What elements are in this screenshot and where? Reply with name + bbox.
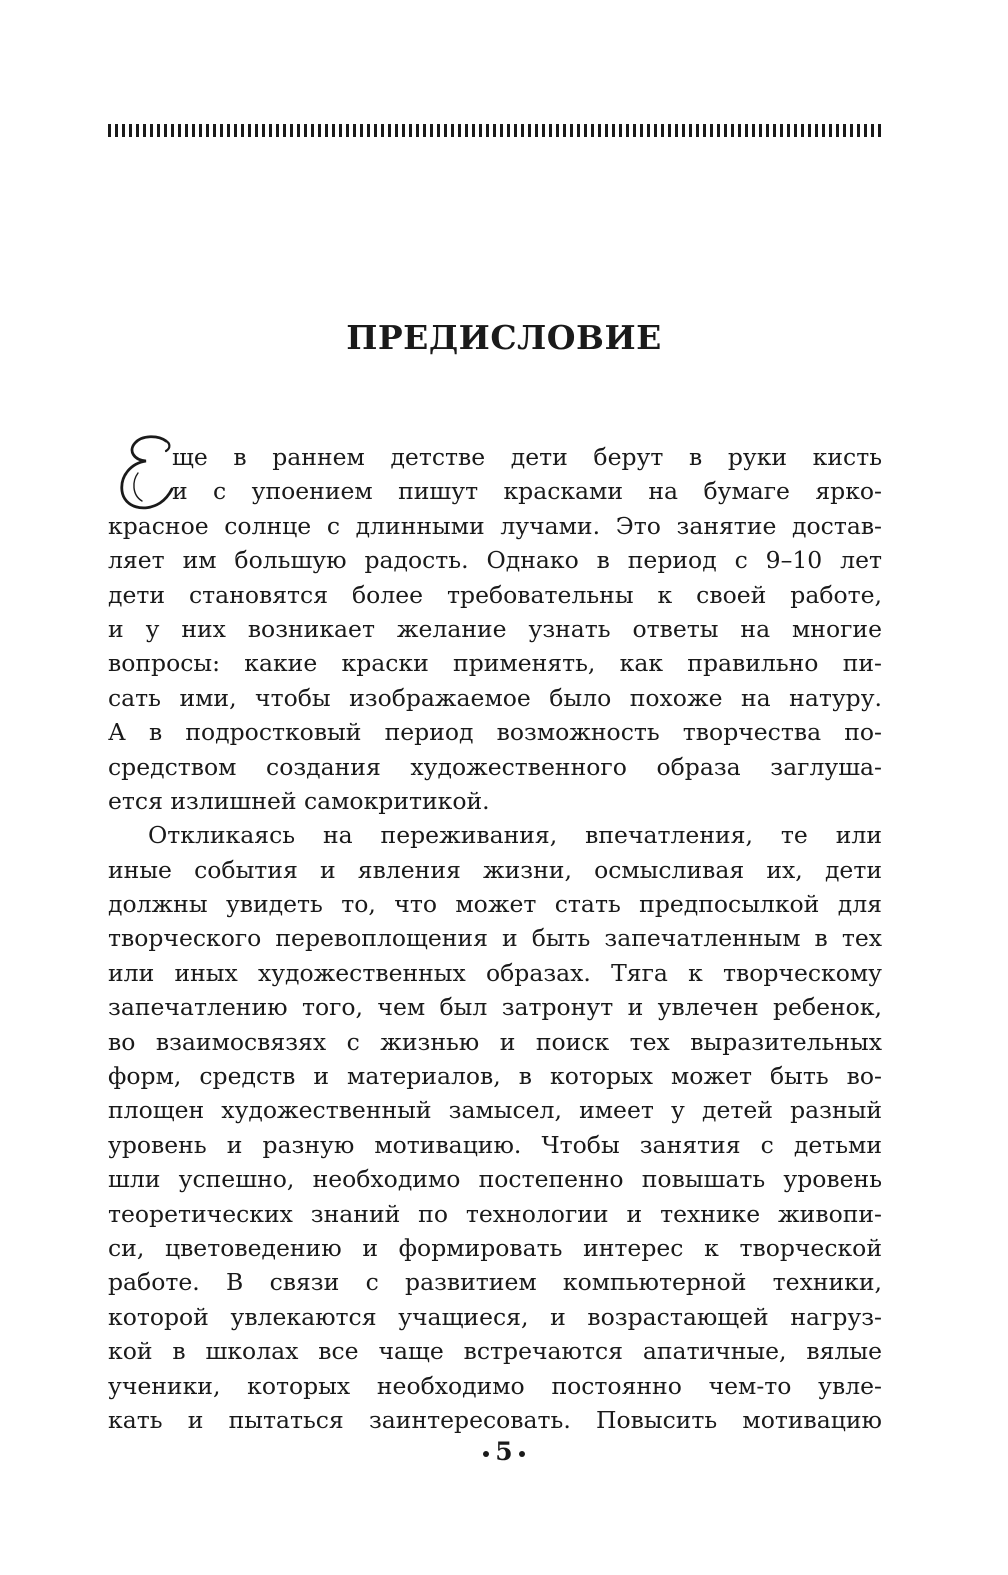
text-line: площен художественный замысел, имеет у детей разный: [108, 1096, 882, 1125]
text-line: работе. В связи с развитием компьютерной техники,: [108, 1268, 882, 1297]
text-line: кать и пытаться заинтересовать. Повысить мотивацию: [108, 1405, 882, 1434]
text-line: ется излишней самокритикой.: [108, 786, 490, 815]
text-line: уровень и разную мотивацию. Чтобы занятия с детьми: [108, 1130, 882, 1159]
text-line: ще в раннем детстве дети берут в руки кисть: [172, 443, 882, 471]
text-line: шли успешно, необходимо постепенно повышать уровень: [108, 1165, 882, 1194]
text-line: должны увидеть то, что может стать предпосылкой для: [108, 890, 882, 919]
body-text: [108, 440, 882, 1437]
text-line: Откликаясь на переживания, впечатления, те или: [148, 821, 882, 850]
text-line: форм, средств и материалов, в которых может быть во-: [108, 1062, 882, 1091]
text-line: красное солнце с длинными лучами. Это занятие достав-: [108, 511, 882, 540]
text-line: кой в школах все чаще встречаются апатичные, вялые: [108, 1337, 882, 1366]
text-line: средством создания художественного образа заглуша-: [108, 752, 882, 781]
text-line: дети становятся более требовательны к своей работе,: [108, 580, 882, 609]
text-line: которой увлекаются учащиеся, и возрастающей нагруз-: [108, 1302, 882, 1331]
text-line: А в подростковый период возможность творчества по-: [108, 718, 882, 747]
text-line: сать ими, чтобы изображаемое было похоже на натуру.: [108, 683, 882, 712]
text-line: теоретических знаний по технологии и технике живопи-: [108, 1199, 882, 1228]
text-line: вопросы: какие краски применять, как правильно пи-: [108, 649, 882, 678]
decorative-top-rule: [108, 124, 882, 137]
page-title: ПРЕДИСЛОВИЕ: [346, 318, 662, 357]
page-number: [0, 1437, 1008, 1466]
folio-dot-right: [519, 1451, 525, 1457]
text-line: иные события и явления жизни, осмысливая их, дети: [108, 855, 882, 884]
text-line: творческого перевоплощения и быть запечатленным в тех: [108, 924, 882, 953]
text-line: во взаимосвязях с жизнью и поиск тех выразительных: [108, 1027, 882, 1056]
folio-dot-left: [483, 1451, 489, 1457]
text-line: си, цветоведению и формировать интерес к творческой: [108, 1233, 882, 1262]
text-line: или иных художественных образах. Тяга к творческому: [108, 958, 882, 987]
text-line: ученики, которых необходимо постоянно чем-то увле-: [108, 1371, 882, 1400]
text-line: и с упоением пишут красками на бумаге ярко-: [172, 477, 882, 506]
text-line: запечатлению того, чем был затронут и увлечен ребенок,: [108, 993, 882, 1022]
text-line: и у них возникает желание узнать ответы на многие: [108, 614, 882, 643]
page-number-value: 5: [495, 1437, 513, 1466]
text-line: ляет им большую радость. Однако в период с 9–10 лет: [108, 546, 882, 575]
